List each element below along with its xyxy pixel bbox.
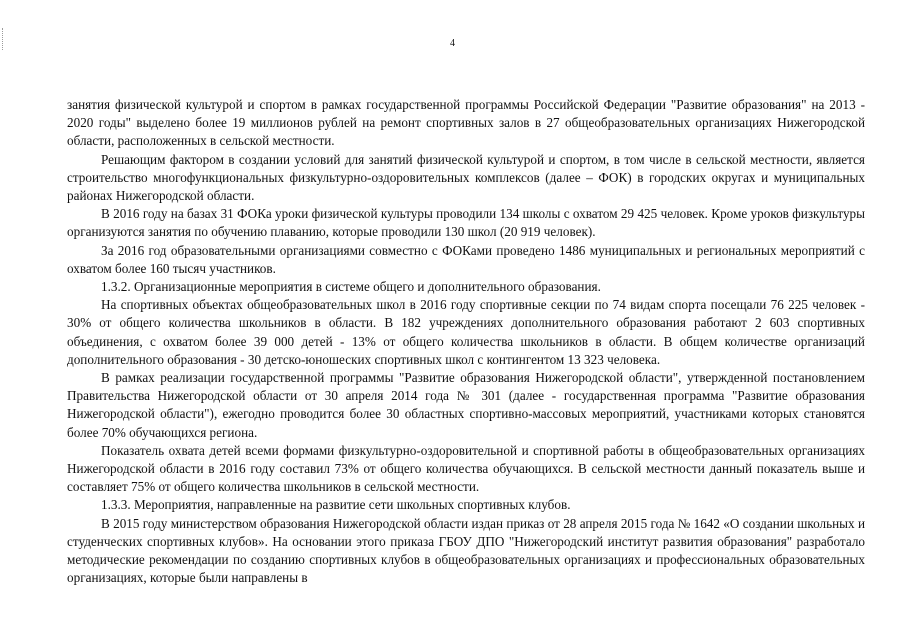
- paragraph-state-program: В рамках реализации государственной программы "Развитие образования Нижегородской области", утвержденной постановлением Правительства Нижегородской области от 30 апреля 2014 года № 301 (далее - государственная программа "Развитие образования Нижегородской области"), ежегодно проводится более 30 областных спортивно-массовых мероприятий, участниками которых становятся более 70% обучающихся региона.: [67, 370, 865, 440]
- paragraph-fok-construction: Решающим фактором в создании условий для занятий физической культурой и спортом, в том числе в сельской местности, является строительство многофункциональных физкультурно-оздоровительных комплексов (далее – ФОК) в городских округах и муниципальных районах Нижегородской области.: [67, 151, 865, 204]
- paragraph-continuation: занятия физической культурой и спортом в рамках государственной программы Российской Федерации "Развитие образования" на 2013 - 2020 годы" выделено более 19 миллионов рублей на ремонт спортивных залов в 27 общеобразовательных организациях Нижегородской области, расположенных в сельской местности.: [67, 97, 865, 149]
- section-heading-1-3-3: 1.3.3. Мероприятия, направленные на развитие сети школьных спортивных клубов.: [101, 497, 571, 513]
- page-number: 4: [450, 38, 455, 49]
- paragraph-fok-events: За 2016 год образовательными организациями совместно с ФОКами проведено 1486 муниципальных и региональных мероприятий с охватом более 160 тысяч участников.: [67, 242, 865, 276]
- paragraph-fok-lessons-2016: В 2016 году на базах 31 ФОКа уроки физической культуры проводили 134 школы с охватом 29 425 человек. Кроме уроков физкультуры организуются занятия по обучению плаванию, которые проводили 130 школ (20 919 человек).: [67, 206, 865, 240]
- paragraph-coverage-indicator: Показатель охвата детей всеми формами физкультурно-оздоровительной и спортивной работы в общеобразовательных организациях Нижегородской области в 2016 году составил 73% от общего количества обучающихся. В сельской местности данный показатель выше и составляет 75% от общего количества школьников в сельской местности.: [67, 442, 865, 495]
- section-heading-1-3-2: 1.3.2. Организационные мероприятия в системе общего и дополнительного образования.: [101, 279, 601, 295]
- paragraph-sport-clubs-order: В 2015 году министерством образования Нижегородской области издан приказ от 28 апреля 2015 года № 1642 «О создании школьных и студенческих спортивных клубов». На основании этого приказа ГБОУ ДПО "Нижегородский институт развития образования" разработало методические рекомендации по созданию спортивных клубов в общеобразовательных организациях и профессиональных образовательных организациях, которые были направлены в: [67, 515, 865, 586]
- paragraph-sport-sections: На спортивных объектах общеобразовательных школ в 2016 году спортивные секции по 74 видам спорта посещали 76 225 человек - 30% от общего количества школьников в области. В 182 учреждениях дополнительного образования работают 2 603 спортивных объединения, с охватом более 39 000 детей - 13% от общего количества школьников в области. В общем количестве организаций дополнительного образования - 30 детско-юношеских спортивных школ с контингентом 13 323 человека.: [67, 297, 865, 367]
- document-body: [67, 96, 865, 587]
